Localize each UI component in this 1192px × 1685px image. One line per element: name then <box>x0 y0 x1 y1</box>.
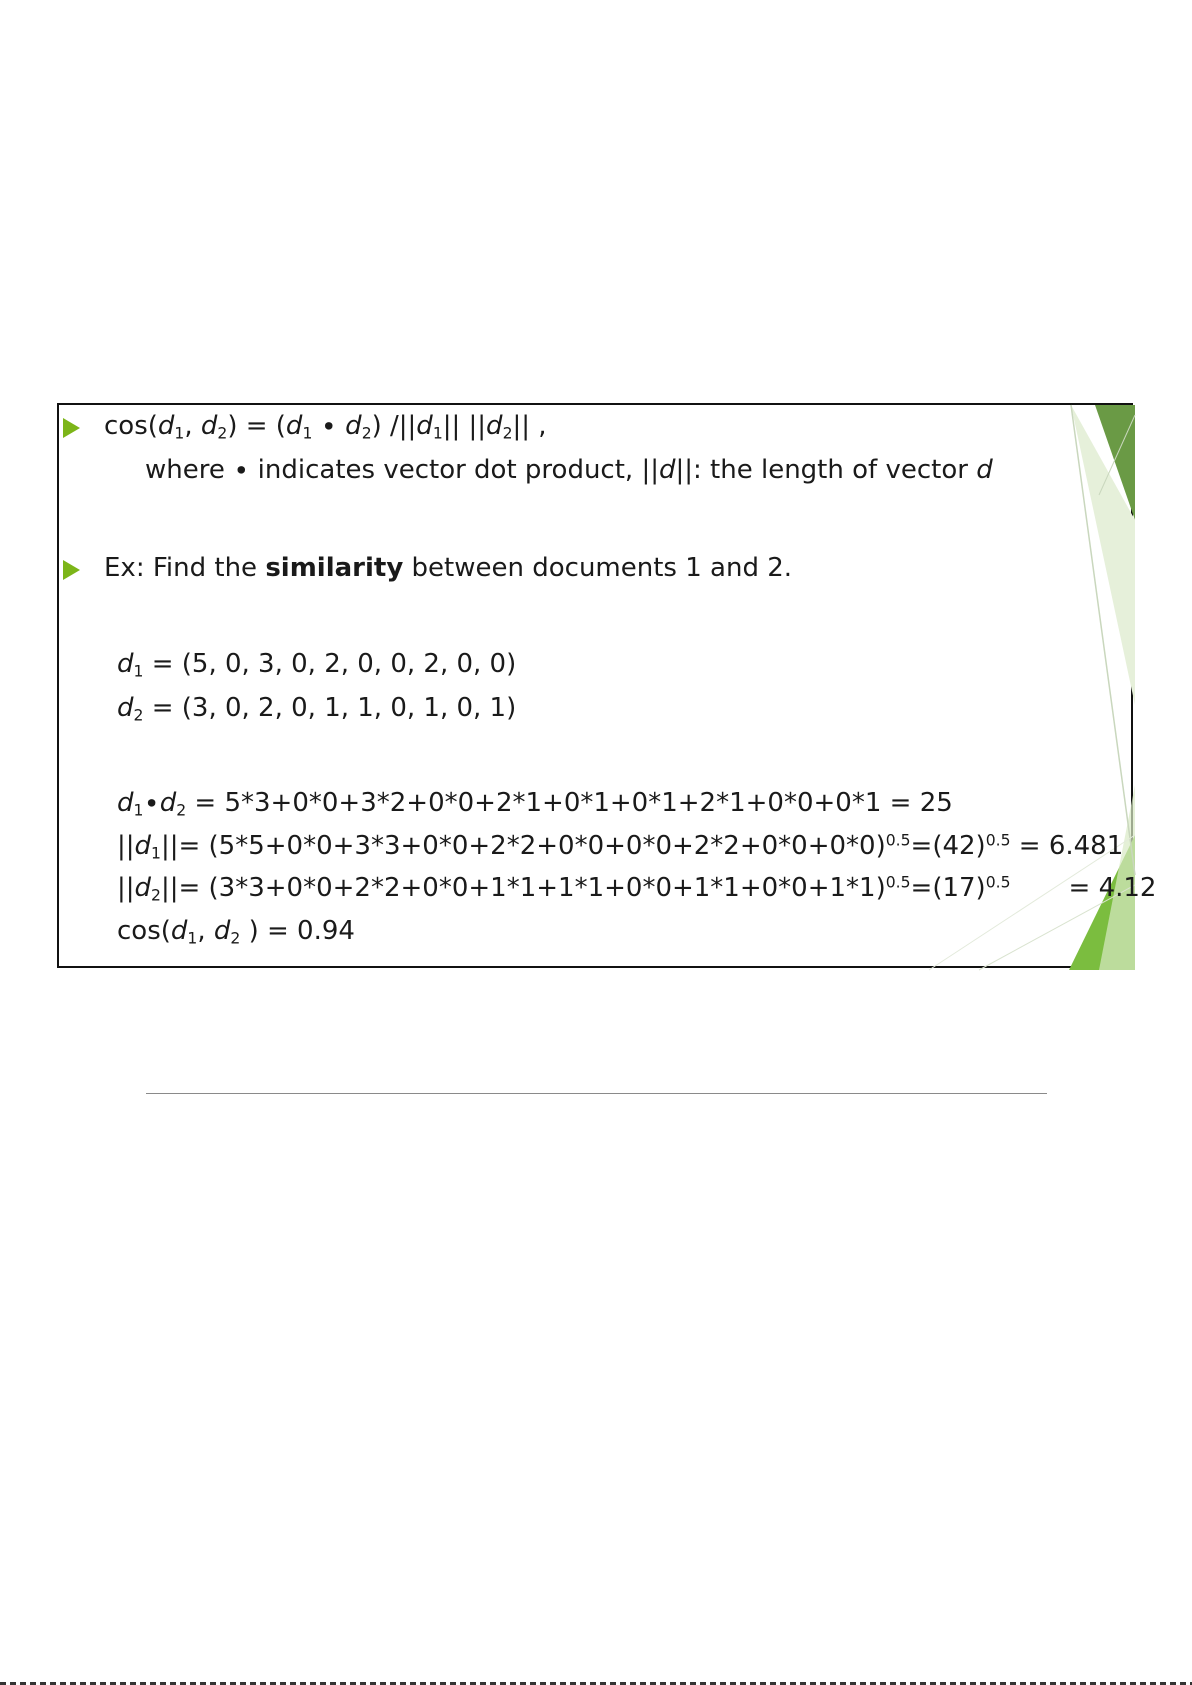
bullet-arrow-icon <box>63 560 80 580</box>
vector-d2: $d_2 = (3$, 0, 2, 0, 1, 1, 0, 1, 0, 1) <box>117 693 517 725</box>
example-heading: Ex: Find the similarity between documents 1 and 2. <box>104 553 793 583</box>
cosine-formula: $\cos(d_1$, $d_2) = (d_1 \cdot d_2)$ $/||d_1||$ $||d_2||$ , <box>104 411 547 443</box>
vector-d1: $d_1 = (5$, 0, 3, 0, 2, 0, 0, 2, 0, 0) <box>117 649 517 681</box>
bullet-arrow-icon <box>63 418 80 438</box>
cosine-result: $\cos(d_1$, $d_2$ ) = 0.94 <box>117 916 355 948</box>
formula-explanation: where ∙ indicates vector dot product, ||d||: the length of vector d <box>145 455 993 485</box>
dot-product-line: $d_1\cdot d_2 = 5*3+0*0+3*2+0*0+2*1+0*1+0*1+2*1+0*0+0*1 = 25$ <box>117 788 953 820</box>
horizontal-rule <box>146 1093 1047 1094</box>
slide-image <box>57 403 1157 968</box>
norm-d1-line: $||d_1||= (5*5+0*0+3*3+0*0+2*2+0*0+0*0+2*2+0*0+0*0)^{0.5}=(42)^{0.5} = 6.481$ <box>117 831 1124 863</box>
norm-d2-line: $||d_2||= (3*3+0*0+2*2+0*0+1*1+1*1+0*0+1*1+0*0+1*1)^{0.5}=(17)^{0.5} = 4.12$ <box>117 873 1157 905</box>
